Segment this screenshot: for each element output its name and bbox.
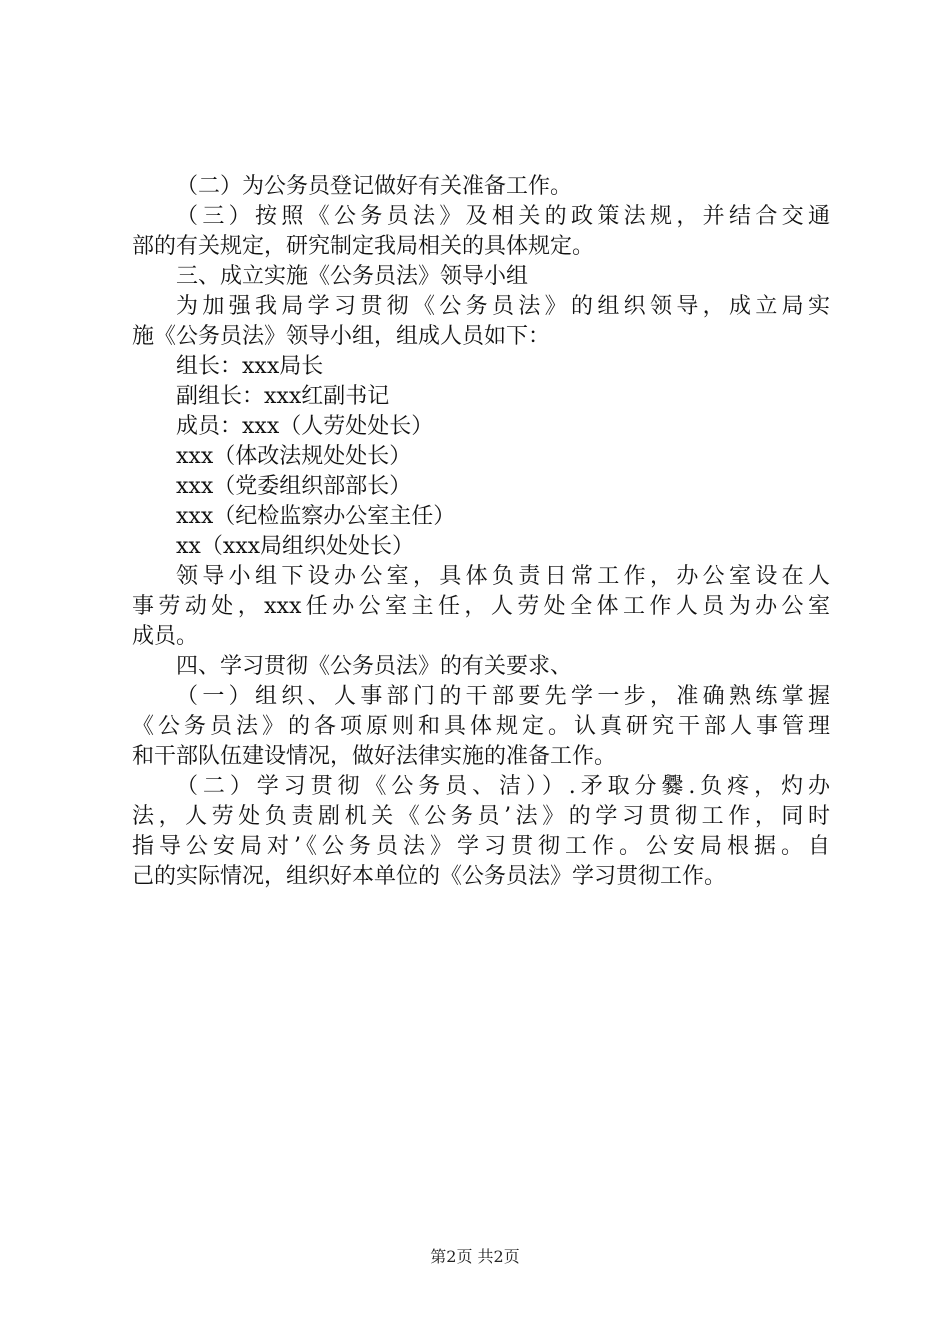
text-line: 指导公安局对’《公务员法》学习贯彻工作。公安局根据。自 xyxy=(132,834,830,859)
member-line: 组长：xxx局长 xyxy=(176,354,324,379)
text-line: 事劳动处，xxx任办公室主任，人劳处全体工作人员为办公室 xyxy=(132,594,830,619)
section-heading: 三、成立实施《公务员法》领导小组 xyxy=(176,264,529,289)
text-line: （三）按照《公务员法》及相关的政策法规，并结合交通 xyxy=(176,204,830,229)
member-line: xx（xxx局组织处处长） xyxy=(176,534,415,559)
member-line: 副组长：xxx红副书记 xyxy=(176,384,390,409)
text-line: 法，人劳处负责剧机关《公务员’法》的学习贯彻工作，同时 xyxy=(132,804,830,829)
member-line: xxx（党委组织部部长） xyxy=(176,474,412,499)
section-heading: 四、学习贯彻《公务员法》的有关要求、 xyxy=(176,654,573,679)
text-line: （二）学习贯彻《公务员、洁））.矛取分爨.负疼，灼办 xyxy=(176,774,830,799)
text-line: 《公务员法》的各项原则和具体规定。认真研究干部人事管理 xyxy=(132,714,830,739)
member-line: xxx（纪检监察办公室主任） xyxy=(176,504,456,529)
text-line: 和干部队伍建设情况，做好法律实施的准备工作。 xyxy=(132,744,617,769)
text-line: 部的有关规定，研究制定我局相关的具体规定。 xyxy=(132,234,595,259)
text-line: 成员。 xyxy=(132,624,199,649)
text-line: （二）为公务员登记做好有关准备工作。 xyxy=(176,174,573,199)
member-line: 成员：xxx（人劳处处长） xyxy=(176,414,434,439)
text-line: 施《公务员法》领导小组，组成人员如下： xyxy=(132,324,551,349)
text-line: （一）组织、人事部门的干部要先学一步，准确熟练掌握 xyxy=(176,684,830,709)
text-line: 领导小组下设办公室，具体负责日常工作，办公室设在人 xyxy=(176,564,830,589)
text-line: 己的实际情况，组织好本单位的《公务员法》学习贯彻工作。 xyxy=(132,864,727,889)
member-line: xxx（体改法规处处长） xyxy=(176,444,412,469)
page-number: 第2页 共2页 xyxy=(430,1247,520,1266)
text-line: 为加强我局学习贯彻《公务员法》的组织领导，成立局实 xyxy=(176,294,830,319)
document-body xyxy=(132,172,830,892)
